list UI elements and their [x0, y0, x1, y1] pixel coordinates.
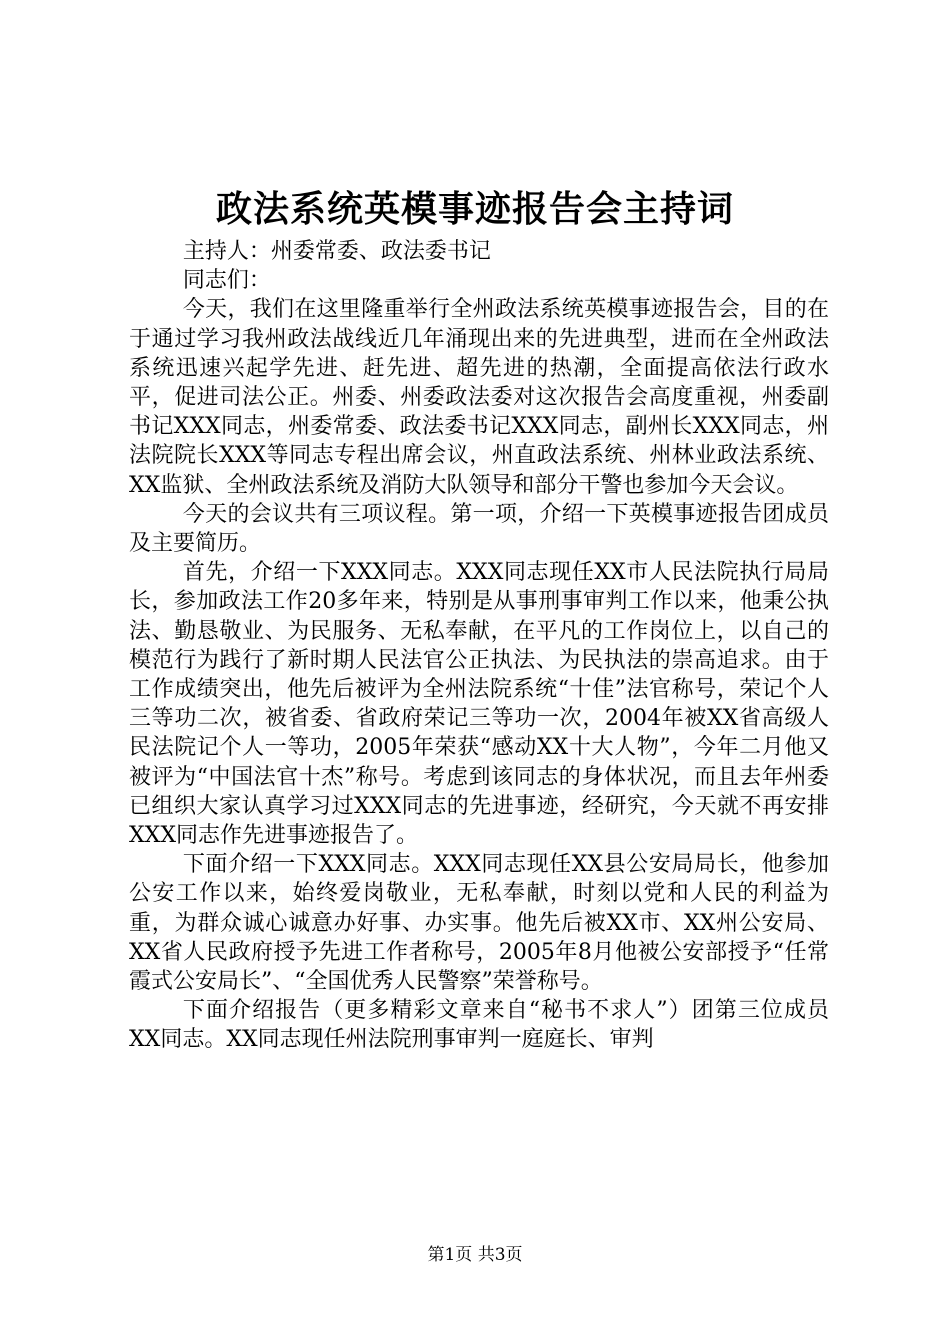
document-title: 政法系统英模事迹报告会主持词: [215, 188, 734, 230]
paragraph-first-member: 首先，介绍一下XXX同志。XXX同志现任XX市人民法院执行局局长，参加政法工作20多年来，特别是从事刑事审判工作以来，他秉公执法、勤恳敬业、为民服务、无私奉献，在平凡的工作岗位上，以自己的模范行为践行了新时期人民法官公正执法、为民执法的崇高追求。由于工作成绩突出，他先后被评为全州法院系统“十佳”法官称号，荣记个人三等功二次，被省委、省政府荣记三等功一次，2004年被XX省高级人民法院记个人一等功，2005年荣获“感动XX十大人物”，今年二月他又被评为“中国法官十杰”称号。考虑到该同志的身体状况，而且去年州委已组织大家认真学习过XXX同志的先进事迹，经研究，今天就不再安排XXX同志作先进事迹报告了。: [129, 560, 829, 849]
paragraph-opening: 今天，我们在这里隆重举行全州政法系统英模事迹报告会，目的在于通过学习我州政法战线近几年涌现出来的先进典型，进而在全州政法系统迅速兴起学先进、赶先进、超先进的热潮，全面提高依法行政水平，促进司法公正。州委、州委政法委对这次报告会高度重视，州委副书记XXX同志，州委常委、政法委书记XXX同志，副州长XXX同志，州法院院长XXX等同志专程出席会议，州直政法系统、州林业政法系统、XX监狱、全州政法系统及消防大队领导和部分干警也参加今天会议。: [129, 297, 829, 498]
host-line: 主持人：州委常委、政法委书记: [182, 239, 491, 264]
document-body: [129, 237, 829, 1055]
salutation: 同志们：: [182, 268, 271, 294]
page-footer: 第1页 共3页: [427, 1245, 523, 1265]
paragraph-second-member: 下面介绍一下XXX同志。XXX同志现任XX县公安局局长，他参加公安工作以来，始终爱岗敬业，无私奉献，时刻以党和人民的利益为重，为群众诚心诚意办好事、办实事。他先后被XX市、XX州公安局、XX省人民政府授予先进工作者称号，2005年8月他被公安部授予“任常霞式公安局长”、“全国优秀人民警察”荣誉称号。: [129, 852, 829, 995]
paragraph-third-member: 下面介绍报告（更多精彩文章来自“秘书不求人”）团第三位成员XX同志。XX同志现任州法院刑事审判一庭庭长、审判: [129, 998, 829, 1053]
paragraph-agenda: 今天的会议共有三项议程。第一项，介绍一下英模事迹报告团成员及主要简历。: [129, 501, 829, 557]
